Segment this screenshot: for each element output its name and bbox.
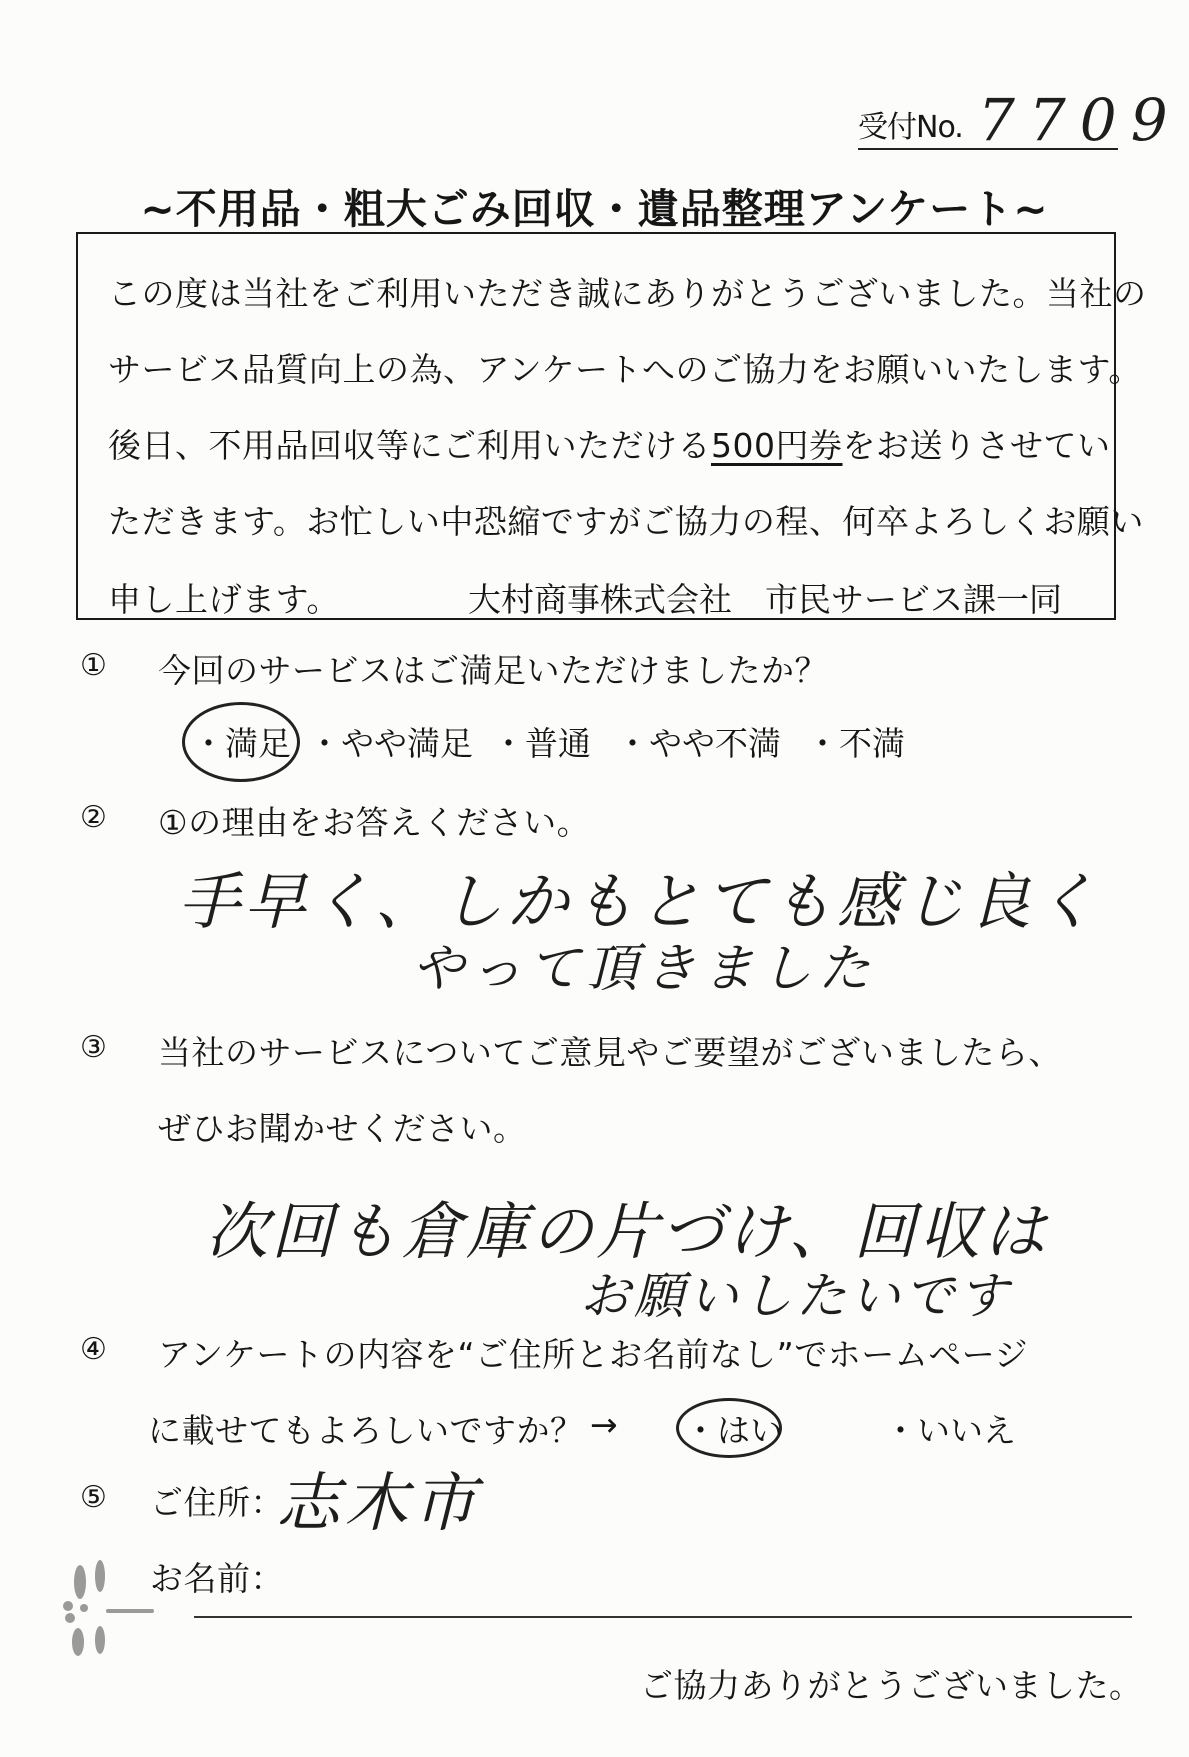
question-4-text: に載せてもよろしいですか？ bbox=[148, 1411, 584, 1450]
intro-box bbox=[76, 232, 1147, 620]
option-dissatisfied[interactable]: ・不満 bbox=[806, 724, 905, 763]
name-value[interactable] bbox=[270, 1556, 770, 1596]
intro-line: ただきます。お忙しい中恐縮ですがご協力の程、何卒よろしくお願い bbox=[108, 502, 1144, 541]
intro-line: サービス品質向上の為、アンケートへのご協力をお願いいたします。 bbox=[108, 350, 1142, 389]
intro-line-part: をお送りさせてい bbox=[842, 426, 1111, 465]
option-somewhat-satisfied[interactable]: ・やや満足 bbox=[308, 724, 473, 763]
arrow: → bbox=[590, 1405, 619, 1444]
reception-label: 受付No. bbox=[858, 110, 963, 145]
reception-number-value: 7709 bbox=[978, 86, 1182, 154]
intro-line-part: 後日、不用品回収等にご利用いただける bbox=[108, 426, 711, 465]
handwritten-answer-3: 次回も倉庫の片づけ、回収は bbox=[206, 1195, 1049, 1268]
intro-line bbox=[108, 420, 1111, 467]
option-somewhat-dissatisfied[interactable]: ・やや不満 bbox=[616, 724, 781, 763]
question-number: ⑤ bbox=[80, 1480, 107, 1515]
question-1-text: 今回のサービスはご満足いただけましたか？ bbox=[158, 651, 828, 690]
handwritten-address: 志木市 bbox=[276, 1467, 480, 1541]
address-label: ご住所： bbox=[150, 1483, 284, 1522]
question-3-text: 当社のサービスについてご意見やご要望がございましたら、 bbox=[158, 1033, 1062, 1072]
reception-number bbox=[858, 86, 1182, 154]
question-4-text: アンケートの内容を“ご住所とお名前なし”でホームページ bbox=[158, 1335, 1029, 1374]
question-number: ② bbox=[80, 800, 107, 835]
question-number: ③ bbox=[80, 1030, 107, 1065]
handwritten-answer-2: やって頂きました bbox=[412, 939, 877, 999]
question-3-text: ぜひお聞かせください。 bbox=[158, 1109, 527, 1148]
intro-line: この度は当社をご利用いただき誠にありがとうございました。当社の bbox=[108, 274, 1147, 313]
question-number: ① bbox=[80, 648, 107, 683]
option-no[interactable]: ・いいえ bbox=[884, 1411, 1016, 1450]
survey-title: ~不用品・粗大ごみ回収・遺品整理アンケート~ bbox=[140, 185, 1049, 233]
question-2-text: ①の理由をお答えください。 bbox=[158, 803, 591, 842]
option-satisfied[interactable]: ・満足 bbox=[192, 724, 291, 763]
option-yes[interactable]: ・はい bbox=[684, 1411, 783, 1450]
voucher-amount: 500円券 bbox=[711, 426, 843, 465]
option-neutral[interactable]: ・普通 bbox=[492, 724, 591, 763]
company-signature: 大村商事株式会社 市民サービス課一同 bbox=[468, 580, 1062, 619]
name-line bbox=[194, 1616, 1132, 1618]
handwritten-answer-2: 手早く、しかもとても感じ良く bbox=[178, 865, 1101, 938]
name-label: お名前： bbox=[150, 1559, 284, 1598]
reception-underline bbox=[858, 148, 1118, 150]
handwritten-answer-3: お願いしたいです bbox=[580, 1267, 1012, 1325]
intro-line: 申し上げます。 bbox=[108, 580, 340, 619]
thank-you-message: ご協力ありがとうございました。 bbox=[640, 1666, 1143, 1705]
flower-icon bbox=[58, 1560, 158, 1660]
question-number: ④ bbox=[80, 1332, 107, 1367]
